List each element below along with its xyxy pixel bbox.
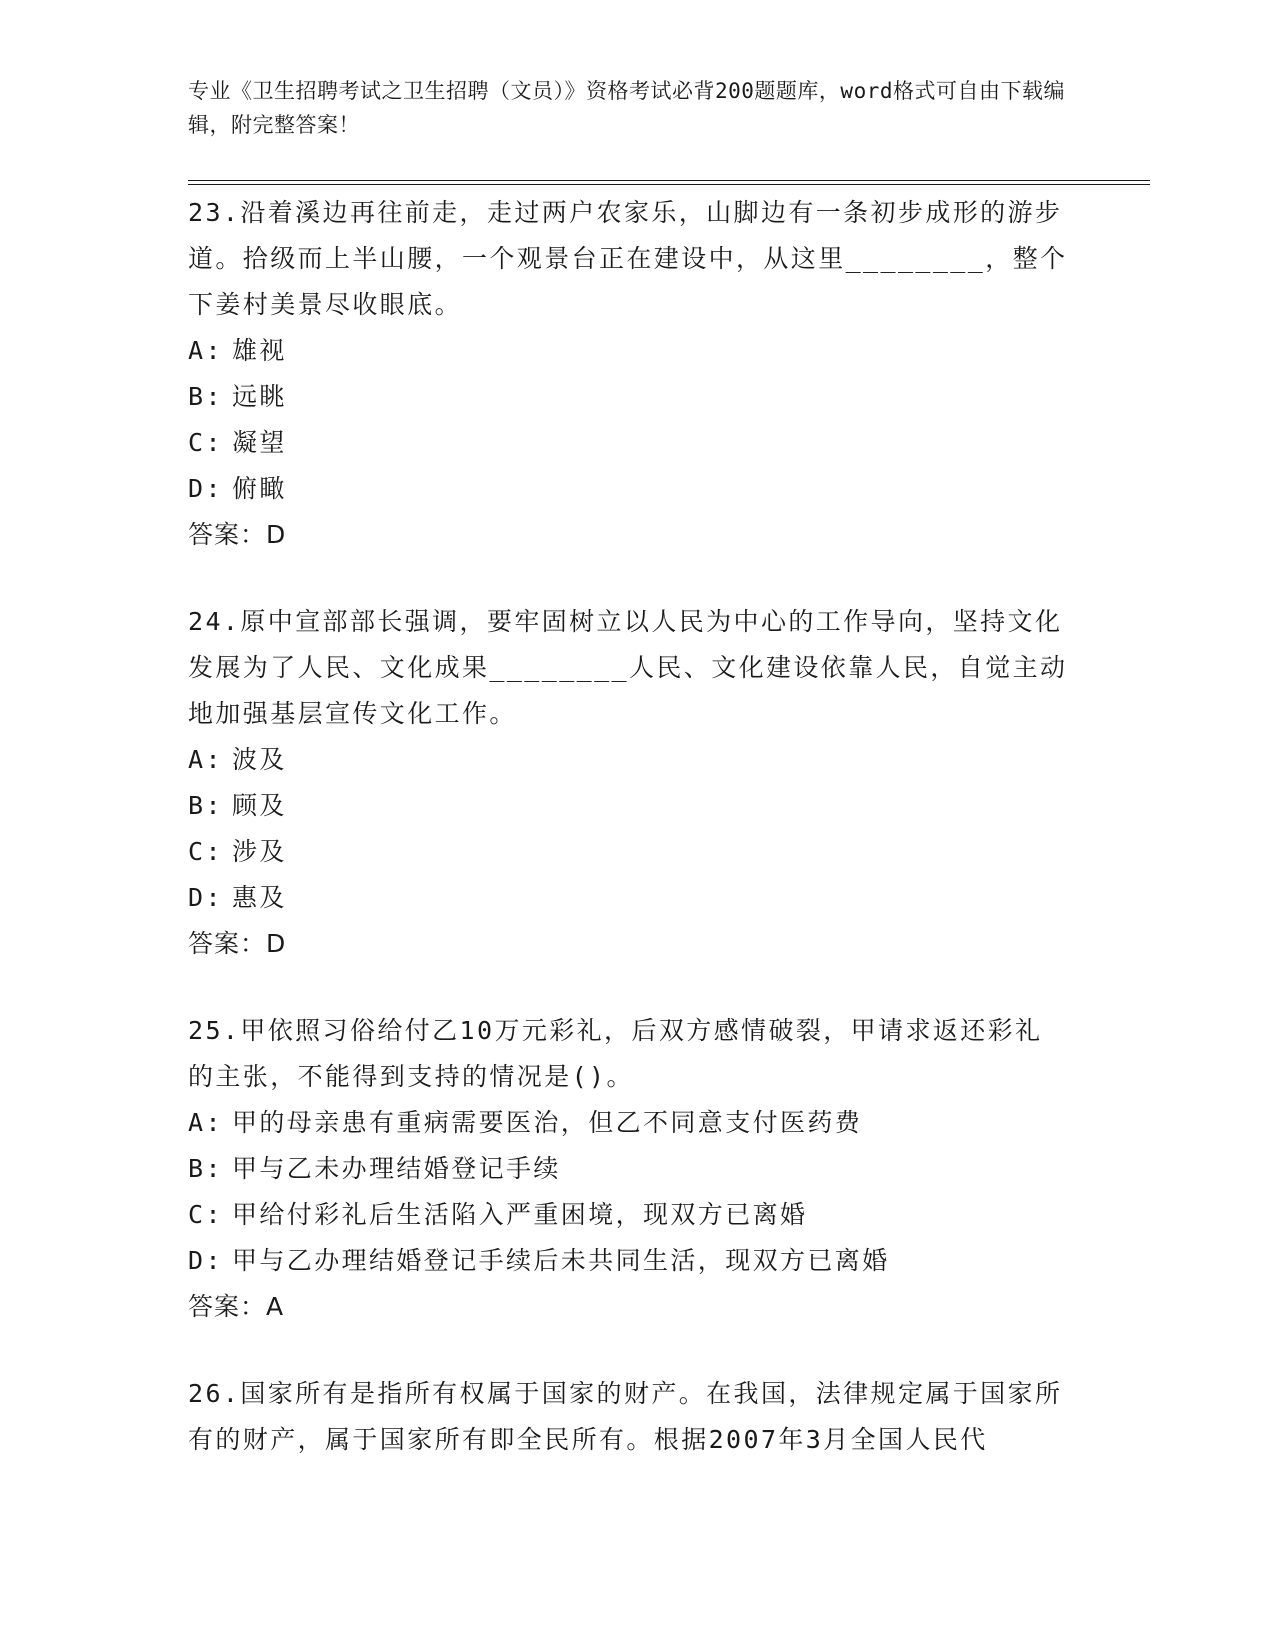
option-text: 凝望 [232,428,287,457]
option-text: 俯瞰 [232,474,287,503]
option-text: 雄视 [232,336,287,365]
header-divider-bottom [188,184,1150,185]
option-letter: D: [188,1246,223,1275]
header-divider-top [188,180,1150,181]
question-stem: 23.沿着溪边再往前走，走过两户农家乐，山脚边有一条初步成形的游步道。拾级而上半山腰，一个观景台正在建设中，从这里________，整个下姜村美景尽收眼底。 [188,198,1068,319]
option-letter: C: [188,1200,223,1229]
option-text: 甲的母亲患有重病需要医治，但乙不同意支付医药费 [232,1108,863,1137]
question-26 [188,1371,1068,1463]
option-b [188,1146,1068,1192]
option-text: 涉及 [232,837,287,866]
option-a [188,1100,1068,1146]
question-stem: 25.甲依照习俗给付乙10万元彩礼，后双方感情破裂，甲请求返还彩礼的主张，不能得到支持的情况是()。 [188,1016,1043,1091]
option-d [188,875,1068,921]
question-24 [188,599,1068,967]
option-letter: D: [188,883,223,912]
question-23 [188,190,1068,558]
option-text: 甲给付彩礼后生活陷入严重困境，现双方已离婚 [232,1200,808,1229]
header-text: 专业《卫生招聘考试之卫生招聘（文员）》资格考试必背200题题库，word格式可自由下载编辑，附完整答案！ [188,79,1065,137]
option-text: 甲与乙办理结婚登记手续后未共同生活，现双方已离婚 [232,1246,890,1275]
option-b [188,783,1068,829]
question-list [188,190,1068,1504]
option-letter: A: [188,745,223,774]
document-header [188,74,1068,142]
option-text: 波及 [232,745,287,774]
option-letter: D: [188,474,223,503]
option-letter: B: [188,1154,223,1183]
option-c [188,1192,1068,1238]
question-25 [188,1008,1068,1330]
option-text: 顾及 [232,791,287,820]
option-a [188,737,1068,783]
answer-line: 答案：D [188,929,287,958]
answer-line: 答案：A [188,1292,285,1321]
option-d [188,1238,1068,1284]
option-c [188,420,1068,466]
option-letter: C: [188,837,223,866]
option-a [188,328,1068,374]
option-text: 甲与乙未办理结婚登记手续 [232,1154,561,1183]
option-letter: A: [188,336,223,365]
option-text: 远眺 [232,382,287,411]
option-letter: A: [188,1108,223,1137]
option-letter: B: [188,791,223,820]
option-c [188,829,1068,875]
question-stem: 24.原中宣部部长强调，要牢固树立以人民为中心的工作导向，坚持文化发展为了人民、文化成果________人民、文化建设依靠人民，自觉主动地加强基层宣传文化工作。 [188,607,1068,728]
option-text: 惠及 [232,883,287,912]
question-stem: 26.国家所有是指所有权属于国家的财产。在我国，法律规定属于国家所有的财产，属于国家所有即全民所有。根据2007年3月全国人民代 [188,1379,1063,1454]
option-b [188,374,1068,420]
option-letter: B: [188,382,223,411]
option-letter: C: [188,428,223,457]
option-d [188,466,1068,512]
answer-line: 答案：D [188,520,287,549]
